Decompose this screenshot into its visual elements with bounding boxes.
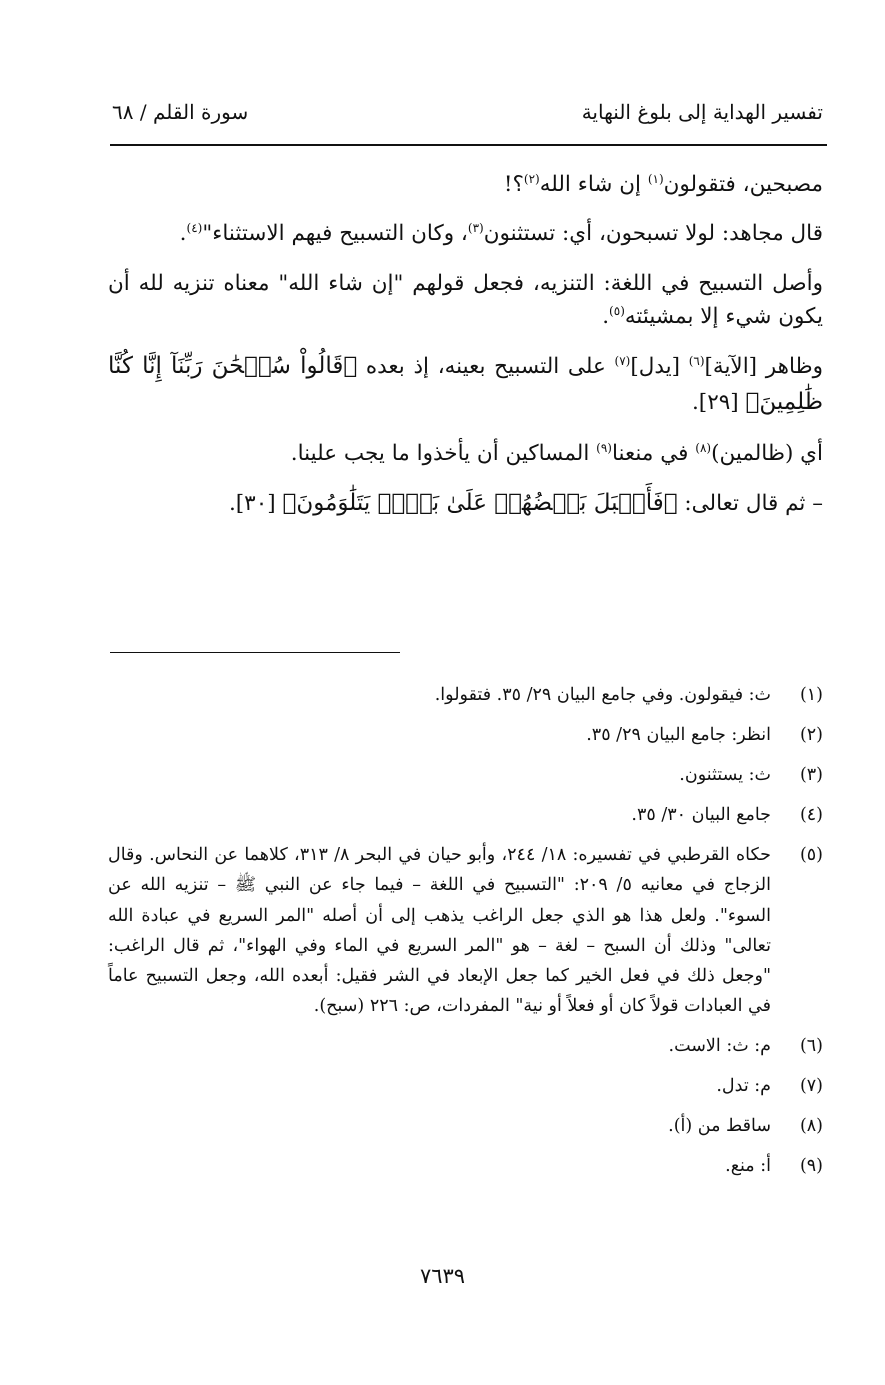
footnote-ref: (٤) [186,221,203,236]
footnote-ref: (٨) [695,440,712,455]
footnote-number: (٢) [799,725,823,746]
footnote [108,760,823,790]
footnote-text: ث: يستثنون. [679,765,771,786]
main-text [108,168,823,521]
footnotes [108,680,823,1191]
running-header-surah: سورة القلم / ٦٨ [112,100,249,124]
paragraph-2 [108,217,823,250]
footnote-text: ساقط من (أ). [668,1116,771,1137]
footnote-text: ث: فيقولون. وفي جامع البيان ٢٩/ ٣٥. فتقولوا. [434,685,771,705]
text: أي (ظالمين) [711,440,823,466]
text: المساكين أن يأخذوا ما يجب علينا. [290,440,597,466]
text: إن شاء الله [539,172,648,197]
footnote [108,800,823,830]
text: قال مجاهد: لولا تسبحون، أي: تستثنون [483,221,823,247]
paragraph-5 [108,437,823,470]
footnote [108,840,823,1021]
footnote-separator [110,652,400,653]
text: وأصل التسبيح في اللغة: التنزيه، فجعل قولهم "إن شاء الله" معناه تنزيه لله أن يكون شيء إلا بمشيئته [108,270,823,329]
footnote [108,720,823,750]
footnote-text: م: ث: الاست. [668,1035,771,1056]
text: ؟! [503,172,524,197]
footnote-ref: (٧) [614,354,631,369]
paragraph-1 [108,168,823,201]
footnote-ref: (٣) [467,221,484,236]
footnote-text: انظر: جامع البيان ٢٩/ ٣٥. [586,725,771,746]
footnote-number: (٣) [799,765,823,786]
paragraph-6 [108,486,823,522]
footnote-ref: (٥) [609,303,625,318]
paragraph-3 [108,267,823,334]
footnote [108,1071,823,1101]
text: في منعنا [611,440,696,466]
footnote-number: (٤) [799,805,823,826]
text: . [179,221,187,247]
footnote-number: (٩) [799,1156,823,1177]
footnote [108,680,823,710]
text: وظاهر [الآية] [704,354,823,380]
text: – ثم قال تعالى: [677,490,823,516]
footnote-number: (٦) [799,1035,823,1056]
running-header-title: تفسير الهداية إلى بلوغ النهاية [581,100,823,124]
page-number: ٧٦٣٩ [419,1264,466,1288]
footnote-number: (٨) [799,1116,823,1137]
header-rule [110,144,827,146]
footnote-text: جامع البيان ٣٠/ ٣٥. [631,805,771,826]
verse-number: [٣٠]. [228,490,283,516]
footnote-ref: (١) [647,171,664,186]
text: ، وكان التسبيح فيهم الاستثناء" [202,221,468,247]
footnote-number: (٥) [799,845,823,866]
footnote [108,1111,823,1141]
paragraph-4 [108,349,823,420]
verse-number: [٢٩]. [691,389,746,415]
footnote-number: (١) [799,685,823,705]
text: مصبحين، فتقولون [663,172,823,197]
footnote-text: حكاه القرطبي في تفسيره: ١٨/ ٢٤٤، وأبو حيان في البحر ٨/ ٣١٣، كلاهما عن النحاس. وقال الزجاج في معانيه ٥/ ٢٠٩: "التسبيح في اللغة – فيما جاء عن النبي ﷺ – تنزيه الله عن السوء". ولعل هذا هو الذي جعل الراغب يذهب إلى أن أصله "المر السريع في عبادة الله تعالى" وذلك أن السبح – لغة – هو "المر السريع في الماء وفي الهواء"، ثم قال الراغب: "وجعل ذلك في فعل الخير كما جعل الإبعاد في الشر فقيل: أبعده الله، وجعل التسبيح عاماً في العبادات قولاً كان أو فعلاً أو نية" المفردات، ص: ٢٢٦ (سبح). [108,845,771,1016]
text: [يدل] [630,354,689,380]
text: على التسبيح بعينه، إذ بعده [357,354,615,380]
footnote [108,1151,823,1181]
footnote-text: أ: منع. [725,1156,771,1177]
footnote-text: م: تدل. [716,1076,771,1097]
footnote-ref: (٩) [596,440,612,455]
quran-verse: ﴿قَالُواْ سُبۡحَٰنَ رَبِّنَآ إِنَّا كُنَّا ظَٰلِمِينَ﴾ [108,353,823,415]
footnote [108,1031,823,1061]
footnote-ref: (٢) [523,171,540,186]
footnote-ref: (٦) [688,354,705,369]
footnote-number: (٧) [799,1076,823,1097]
quran-verse: ﴿فَأَقۡبَلَ بَعۡضُهُمۡ عَلَىٰ بَعۡضٖ يَتَلَٰوَمُونَ﴾ [282,489,678,516]
text: . [602,303,610,329]
